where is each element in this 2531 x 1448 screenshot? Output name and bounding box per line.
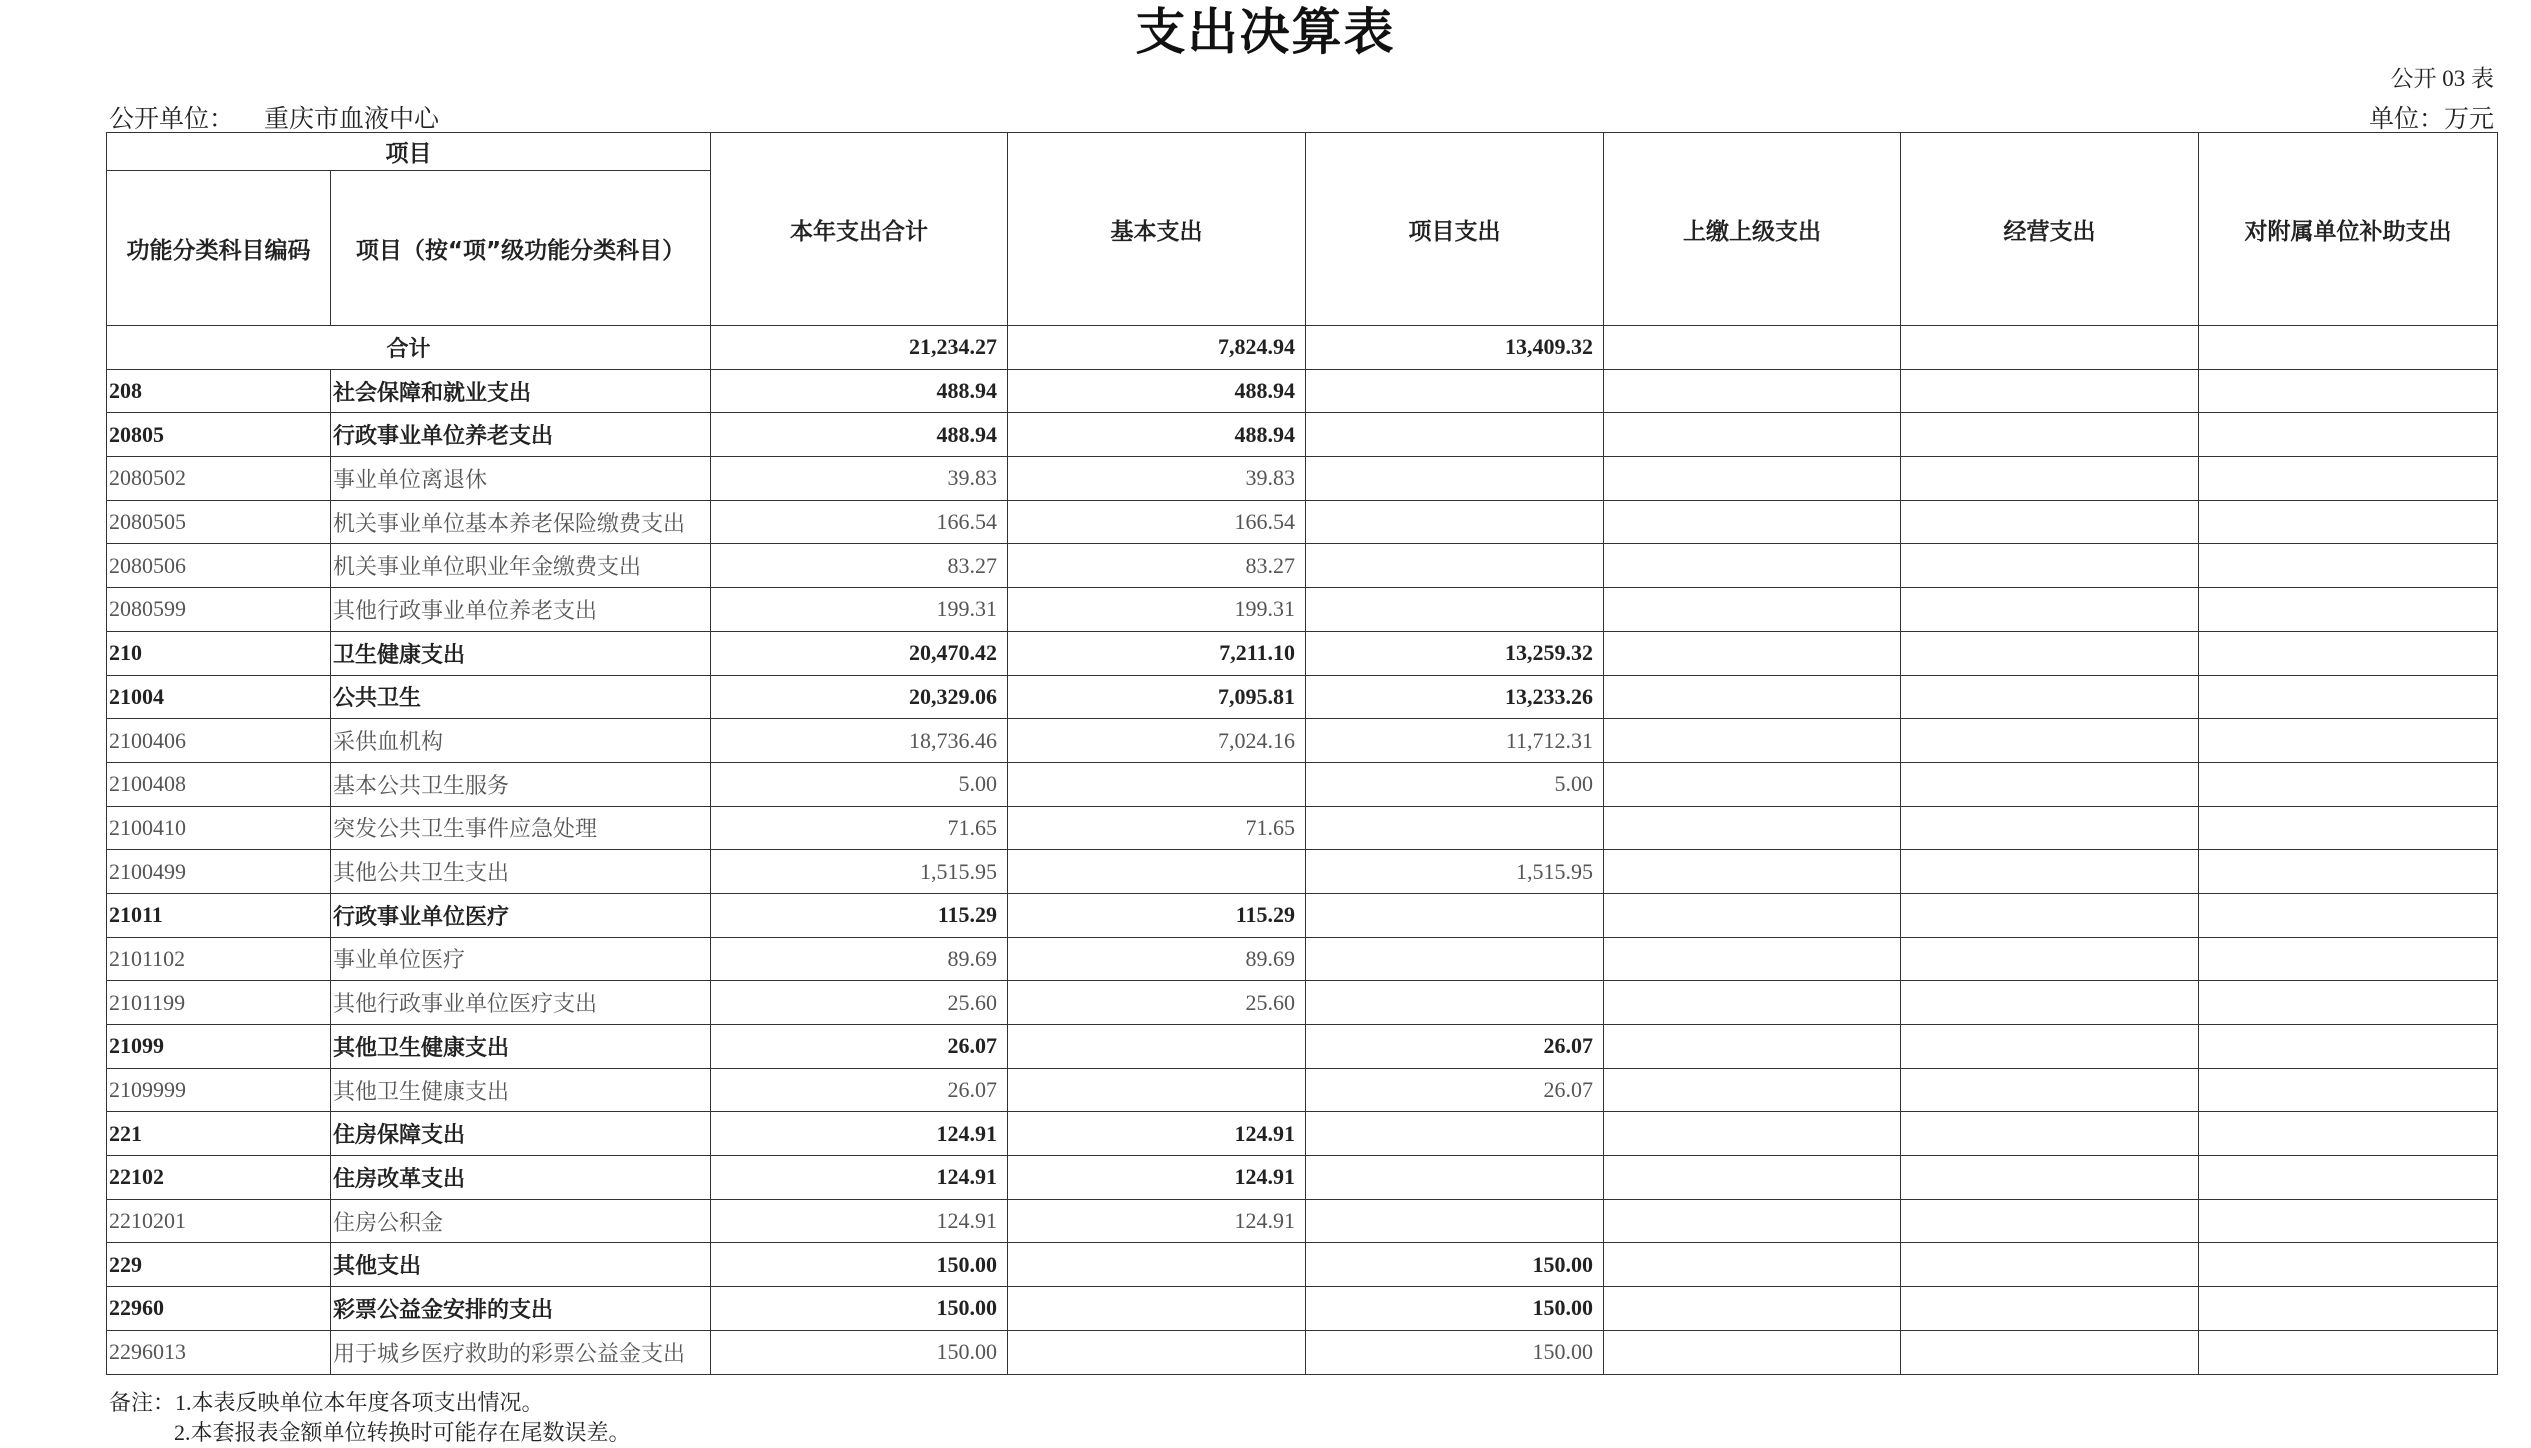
note-line: 2.本套报表金额单位转换时可能存在尾数误差。 (174, 1420, 631, 1445)
total-label: 合计 (107, 326, 711, 370)
cell-project (1306, 544, 1604, 588)
table-row (107, 1330, 2498, 1374)
cell-subsidy (2199, 1068, 2498, 1112)
cell-name: 机关事业单位职业年金缴费支出 (331, 544, 711, 588)
table-row (107, 1287, 2498, 1331)
header-name: 项目（按“项”级功能分类科目） (331, 171, 711, 326)
cell-basic: 7,024.16 (1008, 719, 1306, 763)
cell-name: 其他卫生健康支出 (331, 1068, 711, 1112)
cell-business (1901, 413, 2199, 457)
cell-business (1901, 806, 2199, 850)
cell-project (1306, 413, 1604, 457)
cell-name: 突发公共卫生事件应急处理 (331, 806, 711, 850)
cell-code: 21011 (107, 893, 331, 937)
table-row (107, 1243, 2498, 1287)
cell-upper (1604, 762, 1901, 806)
header-business: 经营支出 (1901, 133, 2199, 326)
cell-subsidy (2199, 1025, 2498, 1069)
cell-name: 用于城乡医疗救助的彩票公益金支出 (331, 1330, 711, 1374)
cell-basic: 7,211.10 (1008, 631, 1306, 675)
cell-business (1901, 981, 2199, 1025)
cell-code: 2101199 (107, 981, 331, 1025)
cell-basic: 39.83 (1008, 457, 1306, 501)
report-title: 支出决算表 (1135, 4, 1396, 60)
cell-subsidy (2199, 1243, 2498, 1287)
cell-upper (1604, 457, 1901, 501)
cell-total: 115.29 (711, 893, 1008, 937)
table-row (107, 675, 2498, 719)
cell-upper (1604, 1199, 1901, 1243)
cell-code: 2100410 (107, 806, 331, 850)
expenditure-table (106, 132, 2498, 1375)
table-row (107, 500, 2498, 544)
note-line: 备注：1.本表反映单位本年度各项支出情况。 (109, 1390, 544, 1415)
cell-project (1306, 369, 1604, 413)
cell-total: 39.83 (711, 457, 1008, 501)
cell-business (1901, 719, 2199, 763)
cell-project: 11,712.31 (1306, 719, 1604, 763)
cell-name: 采供血机构 (331, 719, 711, 763)
cell-basic: 71.65 (1008, 806, 1306, 850)
header-total: 本年支出合计 (711, 133, 1008, 326)
cell-total: 124.91 (711, 1112, 1008, 1156)
cell-code: 208 (107, 369, 331, 413)
cell-name: 基本公共卫生服务 (331, 762, 711, 806)
table-row (107, 850, 2498, 894)
cell-upper (1604, 500, 1901, 544)
cell-subsidy (2199, 762, 2498, 806)
cell-business (1901, 1156, 2199, 1200)
cell-total: 488.94 (711, 413, 1008, 457)
table-row (107, 981, 2498, 1025)
cell-subsidy (2199, 675, 2498, 719)
cell-business (1901, 675, 2199, 719)
cell-basic (1008, 1330, 1306, 1374)
cell-name: 机关事业单位基本养老保险缴费支出 (331, 500, 711, 544)
cell-total: 166.54 (711, 500, 1008, 544)
cell-basic (1008, 1287, 1306, 1331)
cell-subsidy (2199, 893, 2498, 937)
cell-business (1901, 762, 2199, 806)
cell-project (1306, 457, 1604, 501)
cell-project (1306, 806, 1604, 850)
header-project: 项目支出 (1306, 133, 1604, 326)
reporting-unit (109, 99, 439, 135)
total-cell-upper (1604, 326, 1901, 370)
cell-project: 1,515.95 (1306, 850, 1604, 894)
cell-basic: 83.27 (1008, 544, 1306, 588)
cell-basic: 488.94 (1008, 413, 1306, 457)
cell-total: 5.00 (711, 762, 1008, 806)
cell-code: 2100499 (107, 850, 331, 894)
table-row (107, 1025, 2498, 1069)
table-row (107, 1199, 2498, 1243)
cell-basic: 124.91 (1008, 1199, 1306, 1243)
cell-business (1901, 544, 2199, 588)
cell-code: 2080506 (107, 544, 331, 588)
total-cell-total: 21,234.27 (711, 326, 1008, 370)
cell-business (1901, 1068, 2199, 1112)
cell-total: 83.27 (711, 544, 1008, 588)
cell-upper (1604, 1025, 1901, 1069)
cell-business (1901, 1112, 2199, 1156)
cell-total: 150.00 (711, 1243, 1008, 1287)
header-basic: 基本支出 (1008, 133, 1306, 326)
cell-basic (1008, 850, 1306, 894)
cell-name: 行政事业单位养老支出 (331, 413, 711, 457)
table-row (107, 369, 2498, 413)
cell-basic: 488.94 (1008, 369, 1306, 413)
cell-project (1306, 893, 1604, 937)
cell-name: 公共卫生 (331, 675, 711, 719)
total-row (107, 326, 2498, 370)
cell-code: 22102 (107, 1156, 331, 1200)
cell-project: 26.07 (1306, 1068, 1604, 1112)
header-code: 功能分类科目编码 (107, 171, 331, 326)
table-row (107, 457, 2498, 501)
cell-subsidy (2199, 1287, 2498, 1331)
cell-subsidy (2199, 850, 2498, 894)
cell-name: 事业单位离退休 (331, 457, 711, 501)
cell-code: 2080502 (107, 457, 331, 501)
cell-business (1901, 1330, 2199, 1374)
cell-subsidy (2199, 500, 2498, 544)
cell-business (1901, 500, 2199, 544)
cell-basic: 199.31 (1008, 588, 1306, 632)
cell-subsidy (2199, 981, 2498, 1025)
cell-name: 彩票公益金安排的支出 (331, 1287, 711, 1331)
cell-total: 25.60 (711, 981, 1008, 1025)
cell-basic: 25.60 (1008, 981, 1306, 1025)
cell-code: 2100408 (107, 762, 331, 806)
cell-name: 其他支出 (331, 1243, 711, 1287)
cell-total: 26.07 (711, 1068, 1008, 1112)
cell-business (1901, 1287, 2199, 1331)
cell-total: 26.07 (711, 1025, 1008, 1069)
cell-business (1901, 1025, 2199, 1069)
header-subsidy: 对附属单位补助支出 (2199, 133, 2498, 326)
cell-subsidy (2199, 806, 2498, 850)
cell-subsidy (2199, 631, 2498, 675)
cell-business (1901, 1199, 2199, 1243)
cell-name: 其他行政事业单位医疗支出 (331, 981, 711, 1025)
cell-code: 2080599 (107, 588, 331, 632)
header-project-group: 项目 (107, 133, 711, 171)
table-row (107, 544, 2498, 588)
cell-subsidy (2199, 1330, 2498, 1374)
cell-name: 卫生健康支出 (331, 631, 711, 675)
cell-total: 488.94 (711, 369, 1008, 413)
cell-basic (1008, 1025, 1306, 1069)
cell-subsidy (2199, 544, 2498, 588)
cell-name: 住房改革支出 (331, 1156, 711, 1200)
cell-project (1306, 500, 1604, 544)
cell-project (1306, 937, 1604, 981)
cell-subsidy (2199, 1199, 2498, 1243)
cell-code: 2210201 (107, 1199, 331, 1243)
cell-code: 21099 (107, 1025, 331, 1069)
cell-total: 20,470.42 (711, 631, 1008, 675)
cell-project (1306, 981, 1604, 1025)
cell-code: 2101102 (107, 937, 331, 981)
cell-business (1901, 1243, 2199, 1287)
table-row (107, 762, 2498, 806)
cell-upper (1604, 544, 1901, 588)
cell-name: 事业单位医疗 (331, 937, 711, 981)
currency-unit: 单位：万元 (2368, 106, 2494, 133)
table-row (107, 893, 2498, 937)
cell-business (1901, 937, 2199, 981)
cell-subsidy (2199, 369, 2498, 413)
form-number: 公开 03 表 (2390, 66, 2494, 91)
cell-project (1306, 1199, 1604, 1243)
cell-name: 住房公积金 (331, 1199, 711, 1243)
cell-code: 221 (107, 1112, 331, 1156)
cell-upper (1604, 413, 1901, 457)
cell-upper (1604, 588, 1901, 632)
cell-basic: 124.91 (1008, 1156, 1306, 1200)
cell-business (1901, 893, 2199, 937)
table-row (107, 1156, 2498, 1200)
cell-project: 13,259.32 (1306, 631, 1604, 675)
cell-upper (1604, 850, 1901, 894)
cell-total: 1,515.95 (711, 850, 1008, 894)
cell-upper (1604, 719, 1901, 763)
cell-basic (1008, 762, 1306, 806)
cell-name: 行政事业单位医疗 (331, 893, 711, 937)
cell-upper (1604, 1243, 1901, 1287)
cell-upper (1604, 937, 1901, 981)
cell-total: 124.91 (711, 1199, 1008, 1243)
table-row (107, 719, 2498, 763)
cell-business (1901, 457, 2199, 501)
cell-project: 13,233.26 (1306, 675, 1604, 719)
cell-subsidy (2199, 457, 2498, 501)
cell-upper (1604, 675, 1901, 719)
cell-name: 社会保障和就业支出 (331, 369, 711, 413)
cell-subsidy (2199, 413, 2498, 457)
cell-project (1306, 588, 1604, 632)
table-row (107, 806, 2498, 850)
table-row (107, 413, 2498, 457)
cell-name: 住房保障支出 (331, 1112, 711, 1156)
cell-basic: 124.91 (1008, 1112, 1306, 1156)
cell-upper (1604, 1287, 1901, 1331)
cell-upper (1604, 806, 1901, 850)
cell-total: 150.00 (711, 1330, 1008, 1374)
total-cell-subsidy (2199, 326, 2498, 370)
cell-project: 150.00 (1306, 1243, 1604, 1287)
cell-code: 2100406 (107, 719, 331, 763)
table-row (107, 1068, 2498, 1112)
cell-code: 20805 (107, 413, 331, 457)
cell-basic: 166.54 (1008, 500, 1306, 544)
cell-total: 89.69 (711, 937, 1008, 981)
cell-code: 22960 (107, 1287, 331, 1331)
table-row (107, 631, 2498, 675)
cell-subsidy (2199, 719, 2498, 763)
cell-business (1901, 369, 2199, 413)
cell-basic: 7,095.81 (1008, 675, 1306, 719)
cell-basic (1008, 1068, 1306, 1112)
cell-code: 229 (107, 1243, 331, 1287)
cell-total: 18,736.46 (711, 719, 1008, 763)
cell-upper (1604, 369, 1901, 413)
reporting-unit-name: 重庆市血液中心 (264, 106, 440, 133)
cell-project: 5.00 (1306, 762, 1604, 806)
cell-subsidy (2199, 588, 2498, 632)
cell-project (1306, 1156, 1604, 1200)
cell-subsidy (2199, 1112, 2498, 1156)
cell-name: 其他公共卫生支出 (331, 850, 711, 894)
cell-total: 199.31 (711, 588, 1008, 632)
cell-project: 26.07 (1306, 1025, 1604, 1069)
cell-code: 2080505 (107, 500, 331, 544)
cell-basic: 115.29 (1008, 893, 1306, 937)
total-cell-project: 13,409.32 (1306, 326, 1604, 370)
cell-total: 124.91 (711, 1156, 1008, 1200)
cell-upper (1604, 1112, 1901, 1156)
cell-subsidy (2199, 1156, 2498, 1200)
cell-code: 2109999 (107, 1068, 331, 1112)
cell-project: 150.00 (1306, 1330, 1604, 1374)
cell-business (1901, 588, 2199, 632)
table-row (107, 1112, 2498, 1156)
cell-basic (1008, 1243, 1306, 1287)
cell-upper (1604, 1156, 1901, 1200)
header-upper: 上缴上级支出 (1604, 133, 1901, 326)
reporting-unit-label: 公开单位： (109, 106, 235, 133)
cell-name: 其他行政事业单位养老支出 (331, 588, 711, 632)
table-row (107, 937, 2498, 981)
cell-code: 21004 (107, 675, 331, 719)
cell-upper (1604, 1330, 1901, 1374)
cell-upper (1604, 893, 1901, 937)
cell-business (1901, 631, 2199, 675)
cell-code: 2296013 (107, 1330, 331, 1374)
total-cell-basic: 7,824.94 (1008, 326, 1306, 370)
cell-basic: 89.69 (1008, 937, 1306, 981)
cell-project: 150.00 (1306, 1287, 1604, 1331)
cell-upper (1604, 631, 1901, 675)
table-row (107, 588, 2498, 632)
cell-upper (1604, 1068, 1901, 1112)
cell-upper (1604, 981, 1901, 1025)
cell-subsidy (2199, 937, 2498, 981)
cell-total: 71.65 (711, 806, 1008, 850)
cell-total: 150.00 (711, 1287, 1008, 1331)
cell-business (1901, 850, 2199, 894)
cell-project (1306, 1112, 1604, 1156)
cell-name: 其他卫生健康支出 (331, 1025, 711, 1069)
total-cell-business (1901, 326, 2199, 370)
cell-total: 20,329.06 (711, 675, 1008, 719)
cell-code: 210 (107, 631, 331, 675)
notes (109, 1388, 631, 1448)
